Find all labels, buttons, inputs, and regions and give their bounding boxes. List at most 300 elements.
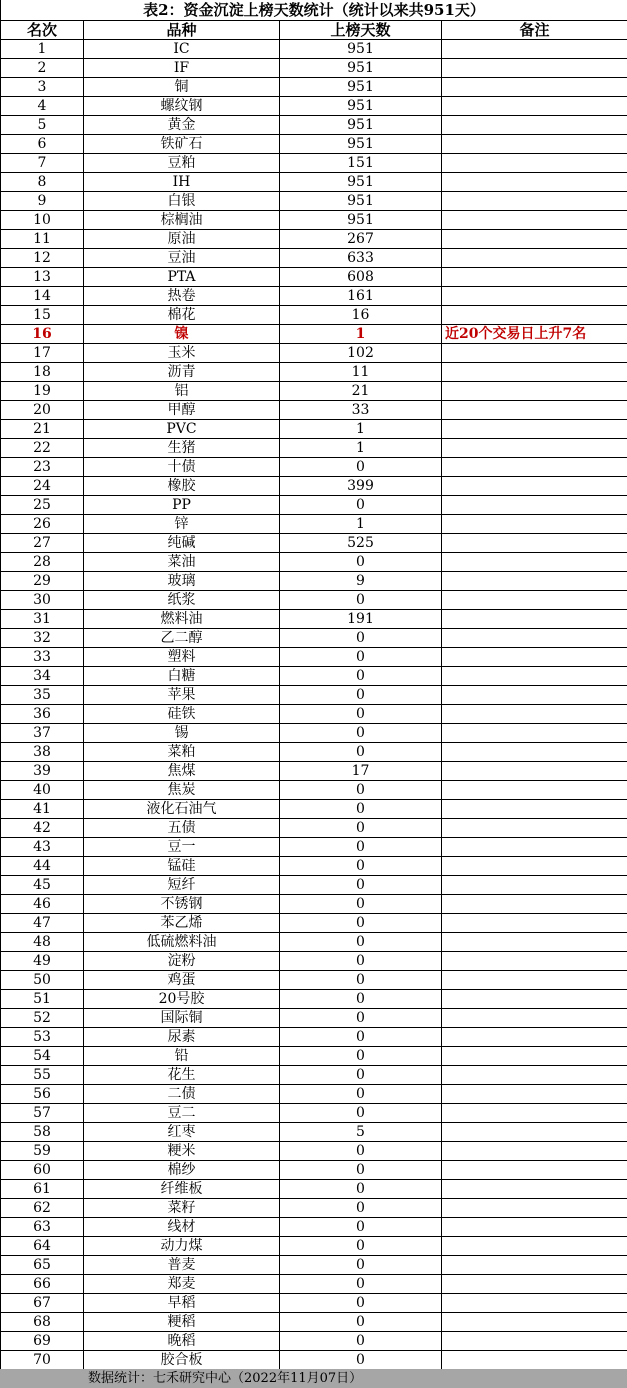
cell-note <box>442 496 627 515</box>
cell-days: 16 <box>280 306 442 325</box>
cell-days: 0 <box>280 667 442 686</box>
cell-rank: 56 <box>1 1085 84 1104</box>
cell-name: 粳稻 <box>84 1313 280 1332</box>
cell-note <box>442 401 627 420</box>
table-row <box>1 838 627 857</box>
header-name: 品种 <box>84 21 280 40</box>
table-row <box>1 876 627 895</box>
cell-name: 鸡蛋 <box>84 971 280 990</box>
cell-name: 棕榈油 <box>84 211 280 230</box>
cell-rank: 29 <box>1 572 84 591</box>
cell-days: 608 <box>280 268 442 287</box>
cell-note <box>442 534 627 553</box>
cell-name: 胶合板 <box>84 1351 280 1370</box>
cell-days: 0 <box>280 1180 442 1199</box>
cell-note <box>442 268 627 287</box>
cell-name: 纤维板 <box>84 1180 280 1199</box>
cell-days: 5 <box>280 1123 442 1142</box>
cell-days: 0 <box>280 686 442 705</box>
table-row <box>1 344 627 363</box>
cell-note <box>442 477 627 496</box>
cell-rank: 35 <box>1 686 84 705</box>
table-row <box>1 743 627 762</box>
table-row <box>1 1047 627 1066</box>
cell-days: 0 <box>280 1066 442 1085</box>
table-row <box>1 572 627 591</box>
cell-rank: 40 <box>1 781 84 800</box>
cell-name: 棉花 <box>84 306 280 325</box>
table-row <box>1 59 627 78</box>
cell-name: 镍 <box>84 325 280 344</box>
cell-days: 0 <box>280 591 442 610</box>
cell-days: 0 <box>280 743 442 762</box>
cell-note <box>442 59 627 78</box>
cell-days: 0 <box>280 1275 442 1294</box>
cell-rank: 57 <box>1 1104 84 1123</box>
cell-note <box>442 1009 627 1028</box>
table-row <box>1 1142 627 1161</box>
table-body <box>1 0 627 1370</box>
table-row <box>1 477 627 496</box>
cell-days: 399 <box>280 477 442 496</box>
cell-days: 0 <box>280 1085 442 1104</box>
cell-name: 沥青 <box>84 363 280 382</box>
table-row <box>1 952 627 971</box>
cell-note <box>442 648 627 667</box>
table-row <box>1 1218 627 1237</box>
cell-days: 191 <box>280 610 442 629</box>
cell-days: 267 <box>280 230 442 249</box>
table-row <box>1 1104 627 1123</box>
cell-rank: 9 <box>1 192 84 211</box>
cell-days: 0 <box>280 914 442 933</box>
cell-rank: 59 <box>1 1142 84 1161</box>
cell-note <box>442 895 627 914</box>
cell-note <box>442 1047 627 1066</box>
cell-name: 粳米 <box>84 1142 280 1161</box>
cell-rank: 34 <box>1 667 84 686</box>
table-row <box>1 458 627 477</box>
cell-name: 焦煤 <box>84 762 280 781</box>
header-rank: 名次 <box>1 21 84 40</box>
cell-note <box>442 173 627 192</box>
cell-note <box>442 1123 627 1142</box>
table-row <box>1 914 627 933</box>
cell-rank: 4 <box>1 97 84 116</box>
cell-rank: 43 <box>1 838 84 857</box>
cell-days: 0 <box>280 1351 442 1370</box>
table-row <box>1 933 627 952</box>
cell-days: 951 <box>280 59 442 78</box>
cell-name: 苯乙烯 <box>84 914 280 933</box>
table-row <box>1 211 627 230</box>
table-row <box>1 990 627 1009</box>
cell-days: 0 <box>280 1009 442 1028</box>
cell-name: 甲醇 <box>84 401 280 420</box>
cell-name: 豆油 <box>84 249 280 268</box>
cell-rank: 45 <box>1 876 84 895</box>
table-row <box>1 800 627 819</box>
table-row <box>1 1085 627 1104</box>
cell-days: 0 <box>280 1218 442 1237</box>
cell-days: 0 <box>280 1161 442 1180</box>
cell-name: 低硫燃料油 <box>84 933 280 952</box>
cell-name: PTA <box>84 268 280 287</box>
cell-days: 0 <box>280 933 442 952</box>
cell-rank: 23 <box>1 458 84 477</box>
cell-note <box>442 154 627 173</box>
table-row <box>1 857 627 876</box>
cell-rank: 37 <box>1 724 84 743</box>
cell-days: 633 <box>280 249 442 268</box>
cell-days: 0 <box>280 876 442 895</box>
cell-rank: 47 <box>1 914 84 933</box>
cell-note <box>442 1275 627 1294</box>
table-row <box>1 1180 627 1199</box>
cell-rank: 61 <box>1 1180 84 1199</box>
table-title: 表2：资金沉淀上榜天数统计（统计以来共951天） <box>1 0 627 21</box>
cell-name: 乙二醇 <box>84 629 280 648</box>
cell-days: 0 <box>280 1294 442 1313</box>
cell-days: 1 <box>280 325 442 344</box>
table-row <box>1 648 627 667</box>
cell-rank: 69 <box>1 1332 84 1351</box>
cell-rank: 55 <box>1 1066 84 1085</box>
cell-note <box>442 458 627 477</box>
cell-note <box>442 553 627 572</box>
table-row <box>1 268 627 287</box>
cell-rank: 41 <box>1 800 84 819</box>
cell-days: 0 <box>280 971 442 990</box>
table-row <box>1 781 627 800</box>
table-row <box>1 363 627 382</box>
table-row <box>1 1028 627 1047</box>
cell-days: 161 <box>280 287 442 306</box>
table-row <box>1 306 627 325</box>
cell-rank: 21 <box>1 420 84 439</box>
cell-name: 20号胶 <box>84 990 280 1009</box>
cell-rank: 68 <box>1 1313 84 1332</box>
cell-days: 17 <box>280 762 442 781</box>
cell-note <box>442 116 627 135</box>
cell-days: 0 <box>280 1047 442 1066</box>
cell-name: 生猪 <box>84 439 280 458</box>
table-row <box>1 135 627 154</box>
table-row <box>1 1237 627 1256</box>
table-row <box>1 724 627 743</box>
cell-note <box>442 344 627 363</box>
table-row <box>1 382 627 401</box>
cell-days: 0 <box>280 1142 442 1161</box>
cell-note <box>442 97 627 116</box>
cell-note <box>442 971 627 990</box>
table-row <box>1 325 627 344</box>
cell-rank: 66 <box>1 1275 84 1294</box>
cell-rank: 18 <box>1 363 84 382</box>
table-row <box>1 97 627 116</box>
cell-note <box>442 1104 627 1123</box>
cell-rank: 50 <box>1 971 84 990</box>
cell-days: 0 <box>280 990 442 1009</box>
table-row <box>1 1256 627 1275</box>
cell-name: 早稻 <box>84 1294 280 1313</box>
cell-days: 1 <box>280 420 442 439</box>
cell-rank: 19 <box>1 382 84 401</box>
cell-rank: 26 <box>1 515 84 534</box>
cell-rank: 31 <box>1 610 84 629</box>
cell-rank: 15 <box>1 306 84 325</box>
cell-days: 0 <box>280 1028 442 1047</box>
cell-name: 铅 <box>84 1047 280 1066</box>
table-row <box>1 1275 627 1294</box>
cell-days: 0 <box>280 1313 442 1332</box>
cell-days: 951 <box>280 211 442 230</box>
table-row <box>1 439 627 458</box>
table-row <box>1 1351 627 1370</box>
cell-days: 0 <box>280 952 442 971</box>
cell-note <box>442 629 627 648</box>
cell-rank: 52 <box>1 1009 84 1028</box>
cell-rank: 16 <box>1 325 84 344</box>
table-row <box>1 1294 627 1313</box>
cell-days: 0 <box>280 496 442 515</box>
table-row <box>1 515 627 534</box>
cell-name: IH <box>84 173 280 192</box>
table-row <box>1 819 627 838</box>
table-row <box>1 420 627 439</box>
cell-note <box>442 876 627 895</box>
cell-name: 普麦 <box>84 1256 280 1275</box>
cell-rank: 58 <box>1 1123 84 1142</box>
cell-days: 951 <box>280 116 442 135</box>
cell-note <box>442 1066 627 1085</box>
cell-rank: 25 <box>1 496 84 515</box>
cell-note <box>442 572 627 591</box>
cell-rank: 65 <box>1 1256 84 1275</box>
cell-name: 锌 <box>84 515 280 534</box>
table-row <box>1 1009 627 1028</box>
cell-name: 棉纱 <box>84 1161 280 1180</box>
cell-name: 菜油 <box>84 553 280 572</box>
cell-name: 焦炭 <box>84 781 280 800</box>
cell-rank: 32 <box>1 629 84 648</box>
cell-days: 0 <box>280 819 442 838</box>
cell-rank: 14 <box>1 287 84 306</box>
table-row <box>1 610 627 629</box>
table-row <box>1 629 627 648</box>
cell-name: 原油 <box>84 230 280 249</box>
cell-rank: 30 <box>1 591 84 610</box>
table-row <box>1 591 627 610</box>
cell-rank: 28 <box>1 553 84 572</box>
table-row <box>1 154 627 173</box>
cell-name: 黄金 <box>84 116 280 135</box>
table-row <box>1 1123 627 1142</box>
cell-days: 951 <box>280 78 442 97</box>
cell-rank: 1 <box>1 40 84 59</box>
cell-name: 十债 <box>84 458 280 477</box>
cell-rank: 24 <box>1 477 84 496</box>
cell-note <box>442 230 627 249</box>
cell-name: 菜籽 <box>84 1199 280 1218</box>
cell-note <box>442 610 627 629</box>
cell-days: 0 <box>280 857 442 876</box>
cell-rank: 8 <box>1 173 84 192</box>
table-row <box>1 762 627 781</box>
cell-days: 0 <box>280 724 442 743</box>
table-row <box>1 1332 627 1351</box>
table-row <box>1 287 627 306</box>
cell-note <box>442 382 627 401</box>
cell-note: 近20个交易日上升7名 <box>442 325 627 344</box>
cell-name: 淀粉 <box>84 952 280 971</box>
table-row <box>1 192 627 211</box>
cell-days: 0 <box>280 1332 442 1351</box>
cell-note <box>442 1256 627 1275</box>
cell-rank: 54 <box>1 1047 84 1066</box>
table-row <box>1 553 627 572</box>
cell-rank: 48 <box>1 933 84 952</box>
cell-note <box>442 743 627 762</box>
cell-days: 0 <box>280 1237 442 1256</box>
cell-rank: 2 <box>1 59 84 78</box>
table-row <box>1 496 627 515</box>
cell-days: 0 <box>280 1104 442 1123</box>
cell-rank: 33 <box>1 648 84 667</box>
cell-name: 锰硅 <box>84 857 280 876</box>
cell-rank: 63 <box>1 1218 84 1237</box>
cell-days: 951 <box>280 97 442 116</box>
cell-days: 0 <box>280 553 442 572</box>
cell-note <box>442 1161 627 1180</box>
header-note: 备注 <box>442 21 627 40</box>
cell-note <box>442 724 627 743</box>
cell-rank: 39 <box>1 762 84 781</box>
cell-rank: 5 <box>1 116 84 135</box>
cell-note <box>442 1313 627 1332</box>
cell-name: 豆粕 <box>84 154 280 173</box>
cell-rank: 70 <box>1 1351 84 1370</box>
table-row <box>1 686 627 705</box>
cell-note <box>442 40 627 59</box>
cell-note <box>442 1199 627 1218</box>
cell-note <box>442 1180 627 1199</box>
table-row <box>1 705 627 724</box>
cell-rank: 38 <box>1 743 84 762</box>
cell-name: PP <box>84 496 280 515</box>
cell-rank: 42 <box>1 819 84 838</box>
cell-days: 1 <box>280 515 442 534</box>
cell-note <box>442 420 627 439</box>
cell-note <box>442 287 627 306</box>
cell-note <box>442 1218 627 1237</box>
cell-rank: 12 <box>1 249 84 268</box>
cell-name: 橡胶 <box>84 477 280 496</box>
cell-name: 红枣 <box>84 1123 280 1142</box>
table-row <box>1 1066 627 1085</box>
cell-days: 11 <box>280 363 442 382</box>
cell-note <box>442 990 627 1009</box>
cell-days: 525 <box>280 534 442 553</box>
footer-source: 数据统计：七禾研究中心（2022年11月07日） <box>88 1371 363 1386</box>
cell-name: 花生 <box>84 1066 280 1085</box>
cell-rank: 11 <box>1 230 84 249</box>
cell-note <box>442 1085 627 1104</box>
cell-name: 燃料油 <box>84 610 280 629</box>
cell-name: 白银 <box>84 192 280 211</box>
cell-note <box>442 1142 627 1161</box>
cell-days: 0 <box>280 1256 442 1275</box>
table-row <box>1 173 627 192</box>
cell-rank: 62 <box>1 1199 84 1218</box>
cell-days: 0 <box>280 895 442 914</box>
cell-rank: 51 <box>1 990 84 1009</box>
cell-note <box>442 1332 627 1351</box>
cell-name: 白糖 <box>84 667 280 686</box>
cell-name: 晚稻 <box>84 1332 280 1351</box>
cell-note <box>442 686 627 705</box>
cell-rank: 6 <box>1 135 84 154</box>
cell-name: PVC <box>84 420 280 439</box>
cell-name: 纯碱 <box>84 534 280 553</box>
cell-rank: 22 <box>1 439 84 458</box>
cell-name: 锡 <box>84 724 280 743</box>
cell-note <box>442 781 627 800</box>
cell-note <box>442 363 627 382</box>
cell-note <box>442 1294 627 1313</box>
cell-rank: 17 <box>1 344 84 363</box>
cell-name: 热卷 <box>84 287 280 306</box>
title-row <box>1 0 627 21</box>
cell-note <box>442 439 627 458</box>
cell-days: 0 <box>280 1199 442 1218</box>
cell-name: 液化石油气 <box>84 800 280 819</box>
cell-note <box>442 1028 627 1047</box>
cell-note <box>442 667 627 686</box>
cell-name: 动力煤 <box>84 1237 280 1256</box>
cell-name: 玻璃 <box>84 572 280 591</box>
cell-name: 二债 <box>84 1085 280 1104</box>
table-row <box>1 895 627 914</box>
cell-name: 铜 <box>84 78 280 97</box>
cell-rank: 3 <box>1 78 84 97</box>
cell-days: 951 <box>280 192 442 211</box>
table-row <box>1 230 627 249</box>
cell-note <box>442 857 627 876</box>
cell-note <box>442 591 627 610</box>
cell-name: IC <box>84 40 280 59</box>
cell-name: 线材 <box>84 1218 280 1237</box>
cell-days: 951 <box>280 173 442 192</box>
cell-note <box>442 952 627 971</box>
table-row <box>1 667 627 686</box>
cell-rank: 10 <box>1 211 84 230</box>
cell-name: 螺纹钢 <box>84 97 280 116</box>
cell-note <box>442 135 627 154</box>
cell-days: 951 <box>280 40 442 59</box>
cell-note <box>442 819 627 838</box>
table-row <box>1 249 627 268</box>
cell-note <box>442 515 627 534</box>
cell-rank: 7 <box>1 154 84 173</box>
cell-note <box>442 78 627 97</box>
cell-rank: 13 <box>1 268 84 287</box>
cell-name: 硅铁 <box>84 705 280 724</box>
cell-name: 纸浆 <box>84 591 280 610</box>
cell-name: 不锈钢 <box>84 895 280 914</box>
footer-bar <box>0 1369 627 1388</box>
header-row <box>1 21 627 40</box>
